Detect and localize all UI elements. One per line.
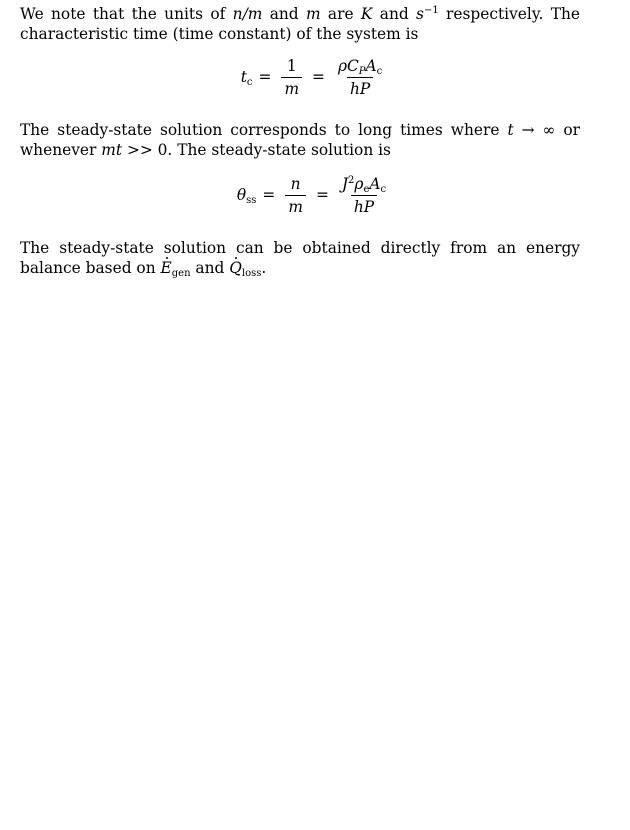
denominator: [285, 195, 306, 216]
math-hP: hP: [353, 197, 375, 216]
paragraph-units-time-constant: [20, 4, 580, 44]
math-A: A: [369, 174, 381, 193]
math-subscript: c: [376, 65, 383, 77]
math-subscript: [359, 66, 366, 77]
equals-sign: =: [258, 68, 272, 86]
math-subscript: c: [246, 77, 253, 88]
math-hP: hP: [349, 79, 371, 98]
equals-sign: =: [315, 186, 329, 204]
math-rho-C: ρC: [337, 56, 359, 75]
text: The steady-state solution can be obtained directly from an energy balance based on: [20, 239, 580, 277]
math-rho: ρ: [354, 174, 364, 193]
math-Q-dot: Q: [229, 259, 242, 277]
math-K: K: [360, 5, 373, 23]
math-n: n: [290, 174, 301, 193]
numerator: 1: [286, 56, 297, 75]
text: and: [190, 259, 230, 277]
math-P: P: [358, 65, 366, 77]
equation-time-constant: [0, 56, 630, 98]
math-exponent: −1: [423, 5, 439, 16]
math-n-over-m: n/m: [232, 5, 263, 23]
math-J: J: [341, 174, 349, 193]
math-A: A: [365, 56, 377, 75]
math-subscript: c: [380, 183, 387, 195]
math-m: m: [305, 5, 321, 23]
math-mt: mt: [101, 141, 123, 159]
fraction-one-over-m: [281, 57, 302, 98]
fraction-j2-rho-ac-over-hp: [339, 175, 389, 216]
fraction-n-over-m: [285, 175, 306, 216]
text: are: [320, 5, 361, 23]
math-subscript: e: [363, 183, 370, 195]
text: and: [262, 5, 306, 23]
denominator: [347, 77, 373, 98]
text: or whenever: [20, 121, 581, 159]
math-m: m: [284, 79, 300, 98]
math-subscript: ss: [246, 195, 257, 206]
math-s: s: [416, 5, 424, 23]
denominator: [351, 195, 377, 216]
math-E-dot: E: [160, 259, 172, 277]
math-t-to-infinity: t → ∞: [507, 121, 556, 139]
math-subscript: gen: [171, 268, 191, 279]
equation-steady-state: [0, 174, 630, 216]
text: .: [261, 259, 267, 277]
equals-sign: =: [262, 186, 276, 204]
equals-sign: =: [312, 68, 325, 86]
text: and: [372, 5, 417, 23]
math-m: m: [288, 197, 303, 216]
math-theta: θ: [236, 186, 247, 204]
text: respectively. The characteristic time (time constant) of the system is: [20, 5, 580, 43]
denominator: [281, 77, 302, 98]
numerator: [339, 175, 389, 195]
fraction-rho-cp-ac-over-hp: [335, 57, 385, 98]
paragraph-energy-balance: [20, 238, 580, 278]
numerator: [288, 175, 304, 195]
numerator: [335, 57, 385, 77]
text: >> 0. The steady-state solution is: [122, 141, 391, 159]
math-subscript: loss: [241, 268, 262, 279]
math-exponent: 2: [348, 174, 355, 186]
text: We note that the units of: [20, 5, 233, 23]
paragraph-steady-state: [20, 120, 580, 160]
text: The steady-state solution corresponds to long times where: [20, 121, 508, 139]
math-t: t: [240, 68, 247, 86]
